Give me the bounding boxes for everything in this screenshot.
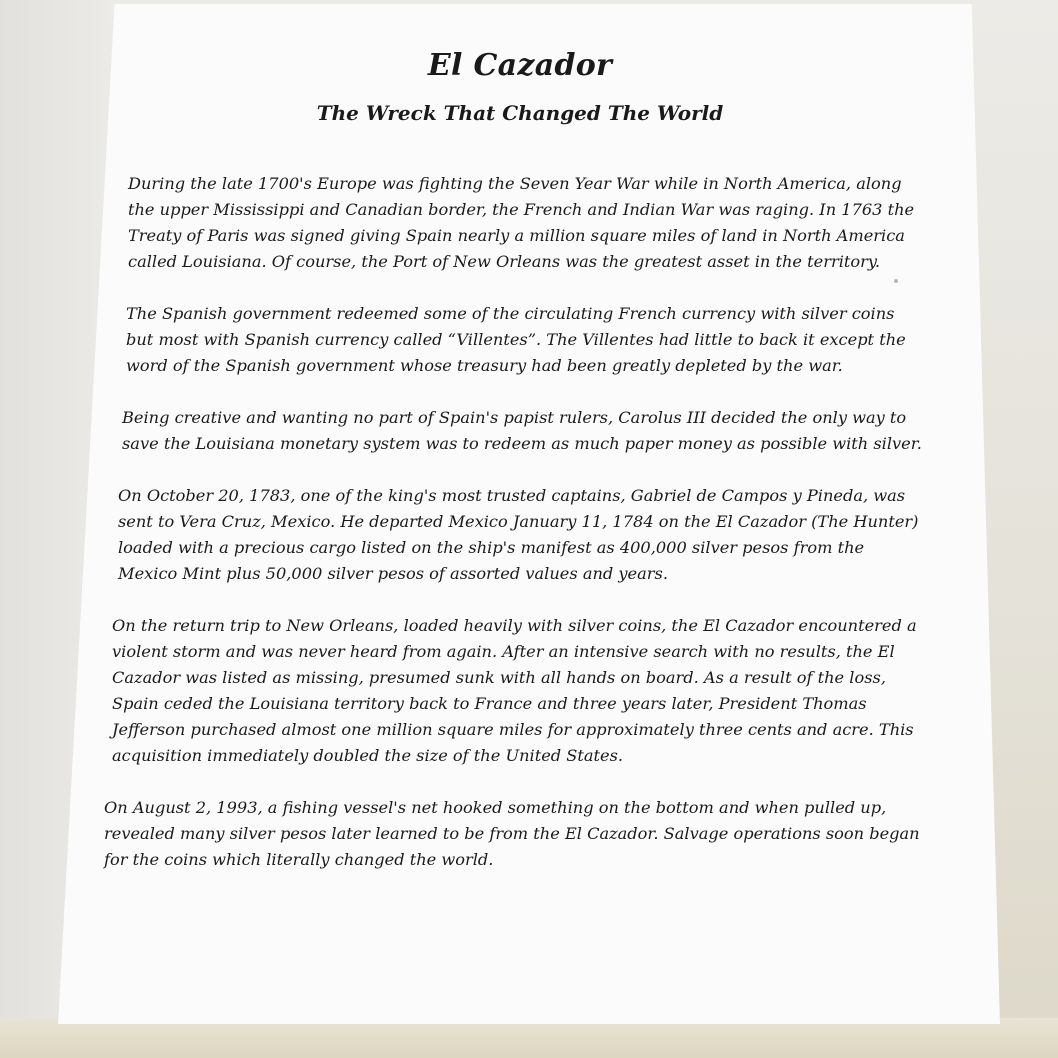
paragraph-5: On the return trip to New Orleans, loaded heavily with silver coins, the El Cazador encountered a violent storm and was never heard from again. After an intensive search with no results, the El Cazador was listed as missing, presumed sunk with all hands on board. As a result of the loss, Spain ceded the Louisiana territory back to France and three years later, President Thomas Jefferson purchased almost one million square miles for approximately three cents and acre. This acquisition immediately doubled the size of the United States. — [112, 616, 917, 765]
paragraph-3: Being creative and wanting no part of Spain's papist rulers, Carolus III decided the only way to save the Louisiana monetary system was to redeem as much paper money as possible with silver. — [122, 408, 922, 453]
document-title: El Cazador — [427, 48, 613, 83]
document-body — [100, 48, 940, 899]
background-bottom — [0, 1018, 1058, 1058]
document-subtitle: The Wreck That Changed The World — [316, 101, 724, 125]
paragraph-2: The Spanish government redeemed some of the circulating French currency with silver coins but most with Spanish currency called “Villentes”. The Villentes had little to back it except the word of the Spanish government whose treasury had been greatly depleted by the war. — [126, 304, 906, 375]
paragraph-4: On October 20, 1783, one of the king's most trusted captains, Gabriel de Campos y Pineda, was sent to Vera Cruz, Mexico. He departed Mexico January 11, 1784 on the El Cazador (The Hunter) loaded with a precious cargo listed on the ship's manifest as 400,000 silver pesos from the Mexico Mint plus 50,000 silver pesos of assorted values and years. — [118, 486, 919, 583]
paragraph-1: During the late 1700's Europe was fighting the Seven Year War while in North America, along the upper Mississippi and Canadian border, the French and Indian War was raging. In 1763 the Treaty of Paris was signed giving Spain nearly a million square miles of land in North America called Louisiana. Of course, the Port of New Orleans was the greatest asset in the territory. — [128, 174, 915, 271]
paragraph-6: On August 2, 1993, a fishing vessel's net hooked something on the bottom and when pulled up, revealed many silver pesos later learned to be from the El Cazador. Salvage operations soon began for the coins which literally changed the world. — [104, 798, 920, 869]
